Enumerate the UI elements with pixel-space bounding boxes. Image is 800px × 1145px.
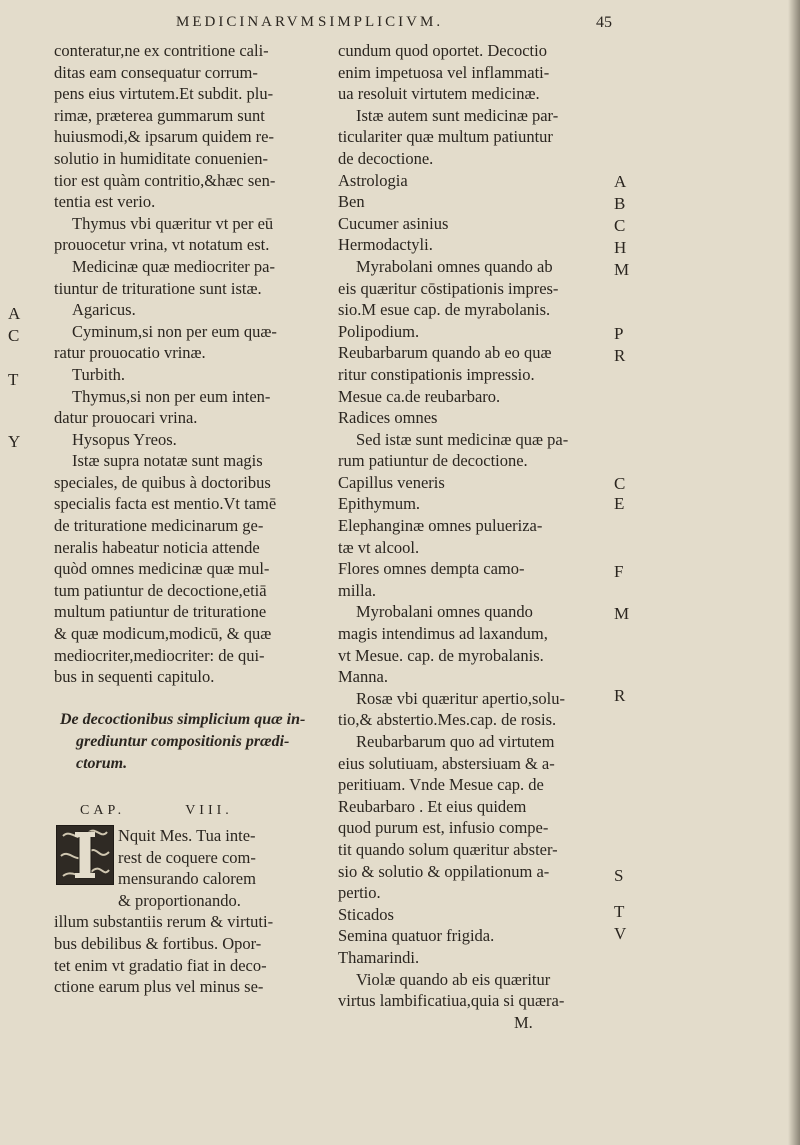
text-line: sio.M esue cap. de myrabolanis.	[338, 300, 551, 320]
text-line: Capillus veneris	[338, 472, 445, 492]
text-line: multum patiuntur de trituratione	[54, 602, 267, 622]
chapter-opening	[54, 825, 326, 911]
text-line: Flores omnes dempta camo-	[338, 559, 525, 579]
text-line: tio,& abstertio.Mes.cap. de rosis.	[338, 710, 557, 730]
text-line: Hysopus Yreos.	[72, 429, 177, 449]
text-line: eis quæritur cōstipationis impres-	[338, 278, 559, 298]
margin-letter: A	[614, 172, 627, 191]
text-line: specialis facta est mentio.Vt tamē	[54, 494, 277, 514]
text-line: Sticados	[338, 904, 394, 924]
text-line: virtus lambificatiua,quia si quæra-	[338, 991, 565, 1011]
text-line: pens eius virtutem.Et subdit. plu-	[54, 84, 274, 104]
text-line: prouocetur vrina, vt notatum est.	[54, 235, 270, 255]
text-line: Thymus,si non per eum inten-	[72, 386, 271, 406]
text-line: tæ vt alcool.	[338, 537, 420, 557]
text-line: Istæ supra notatæ sunt magis	[72, 451, 263, 471]
text-line: Reubarbarum quando ab eo quæ	[338, 343, 552, 363]
text-line: Semina quatuor frigida.	[338, 926, 495, 946]
text-line: Cyminum,si non per eum quæ-	[72, 321, 277, 341]
text-line: Cucumer asinius	[338, 213, 449, 233]
left-column	[54, 40, 326, 998]
text-line: Elephanginæ omnes pulueriza-	[338, 516, 543, 536]
text-line: datur prouocari vrina.	[54, 408, 198, 428]
margin-letter: H	[614, 238, 627, 257]
text-line: Thymus vbi quæritur vt per eū	[72, 213, 274, 233]
text-line: Medicinæ quæ mediocriter pa-	[72, 256, 275, 276]
text-line: eius solutiuam, abstersiuam & a-	[338, 753, 555, 773]
chapter-number: VIII.	[185, 803, 233, 818]
margin-letter: S	[614, 866, 624, 885]
text-line: peritiuam. Vnde Mesue cap. de	[338, 775, 544, 795]
margin-letter: Y	[8, 432, 21, 451]
text-line: Epithymum.	[338, 494, 421, 514]
text-line: ritur constipationis impressio.	[338, 364, 535, 384]
text-line: tit quando solum quæritur abster-	[338, 839, 558, 859]
text-line: illum substantiis rerum & virtuti-	[54, 912, 274, 932]
text-line: Manna.	[338, 667, 388, 687]
text-line: enim impetuosa vel inflammati-	[338, 62, 550, 82]
page-edge-shadow	[788, 0, 800, 1145]
right-column	[338, 40, 606, 1033]
text-line: bus debilibus & fortibus. Opor-	[54, 933, 262, 953]
margin-letter: M	[614, 260, 630, 279]
text-line: solutio in humiditate conuenien-	[54, 148, 269, 168]
text-line: huiusmodi,& ipsarum quidem re-	[54, 127, 274, 147]
text-line: bus in sequenti capitulo.	[54, 667, 215, 687]
text-line: sio & solutio & oppilationum a-	[338, 861, 550, 881]
initial-text-line: rest de coquere com-	[118, 847, 256, 867]
text-line: vt Mesue. cap. de myrobalanis.	[338, 645, 544, 665]
text-line: ratur prouocatio vrinæ.	[54, 343, 206, 363]
text-line: quod purum est, infusio compe-	[338, 818, 549, 838]
margin-letter: C	[8, 326, 20, 345]
running-head-right	[318, 14, 612, 38]
text-line: milla.	[338, 580, 377, 600]
text-line: Sed istæ sunt medicinæ quæ pa-	[356, 429, 569, 449]
section-heading-line: ctorum.	[76, 755, 128, 773]
text-line: Myrabolani omnes quando ab	[356, 256, 553, 276]
text-line: ticulariter quæ multum patiuntur	[338, 127, 553, 147]
catchword: M.	[514, 1012, 533, 1032]
folio-number: 45	[596, 14, 612, 31]
left-column-body	[54, 40, 326, 688]
text-line: quòd omnes medicinæ quæ mul-	[54, 559, 270, 579]
text-line: tum patiuntur de decoctione,etiā	[54, 580, 267, 600]
text-line: conteratur,ne ex contritione cali-	[54, 41, 269, 60]
text-line: Polipodium.	[338, 321, 420, 341]
text-line: de trituratione medicinarum ge-	[54, 516, 264, 536]
decorated-initial-image	[56, 825, 114, 885]
text-line: tet enim vt gradatio fiat in deco-	[54, 955, 267, 975]
right-column-body	[338, 40, 606, 1012]
margin-letter: P	[614, 324, 624, 343]
margin-letter: T	[8, 370, 19, 389]
margin-letter: C	[614, 216, 626, 235]
text-line: & quæ modicum,modicū, & quæ	[54, 624, 272, 644]
initial-text-line: mensurando calorem	[118, 869, 256, 889]
text-line: Reubarbarum quo ad virtutem	[356, 732, 555, 751]
text-line: cundum quod oportet. Decoctio	[338, 41, 547, 60]
running-head-right-text: SIMPLICIVM.	[318, 14, 444, 30]
text-line: tentia est verio.	[54, 192, 156, 212]
text-line: tior est quàm contritio,&hæc sen-	[54, 170, 276, 190]
text-line: speciales, de quibus à doctoribus	[54, 472, 271, 492]
text-line: Thamarindi.	[338, 947, 420, 967]
text-line: Hermodactyli.	[338, 235, 433, 255]
initial-text-line: Nquit Mes. Tua inte-	[118, 826, 256, 845]
text-line: Astrologia	[338, 170, 408, 190]
chapter-label: CAP.	[80, 803, 126, 818]
text-line: Turbith.	[72, 364, 126, 384]
text-line: Istæ autem sunt medicinæ par-	[356, 105, 559, 125]
margin-letter: A	[8, 304, 21, 323]
section-heading-line: grediuntur compositionis prædi-	[76, 733, 290, 751]
text-line: de decoctione.	[338, 148, 434, 168]
initial-text-line: & proportionando.	[118, 890, 241, 910]
text-line: Ben	[338, 192, 365, 212]
margin-letter: C	[614, 474, 626, 493]
text-line: Mesue ca.de reubarbaro.	[338, 386, 501, 406]
margin-letter: B	[614, 194, 626, 213]
margin-letter: E	[614, 494, 625, 513]
text-line: Myrobalani omnes quando	[356, 602, 533, 622]
text-line: Rosæ vbi quæritur apertio,solu-	[356, 688, 565, 708]
margin-letter: V	[614, 924, 627, 943]
text-line: rimæ, præterea gummarum sunt	[54, 105, 265, 125]
text-line: rum patiuntur de decoctione.	[338, 451, 528, 471]
section-heading-line: De decoctionibus simplicium quæ in-	[60, 711, 306, 729]
text-line: Agaricus.	[72, 300, 136, 320]
text-line: tiuntur de trituratione sunt istæ.	[54, 278, 262, 298]
margin-letter: F	[614, 562, 624, 581]
text-line: ua resoluit virtutem medicinæ.	[338, 84, 540, 104]
chapter-heading	[54, 797, 326, 825]
text-line: mediocriter,mediocriter: de qui-	[54, 645, 265, 665]
running-head-left: MEDICINARVM	[176, 14, 317, 30]
text-line: neralis habeatur noticia attende	[54, 537, 260, 557]
text-line: ctione earum plus vel minus se-	[54, 977, 264, 997]
text-line: Radices omnes	[338, 408, 438, 428]
text-line: ditas eam consequatur corrum-	[54, 62, 258, 82]
text-line: magis intendimus ad laxandum,	[338, 624, 548, 644]
margin-letter: M	[614, 604, 630, 623]
text-line: Reubarbaro . Et eius quidem	[338, 796, 527, 816]
margin-letter: R	[614, 686, 626, 705]
text-line: Violæ quando ab eis quæritur	[356, 969, 551, 989]
text-line: pertio.	[338, 883, 381, 903]
margin-letter: R	[614, 346, 626, 365]
margin-letter: T	[614, 902, 625, 921]
